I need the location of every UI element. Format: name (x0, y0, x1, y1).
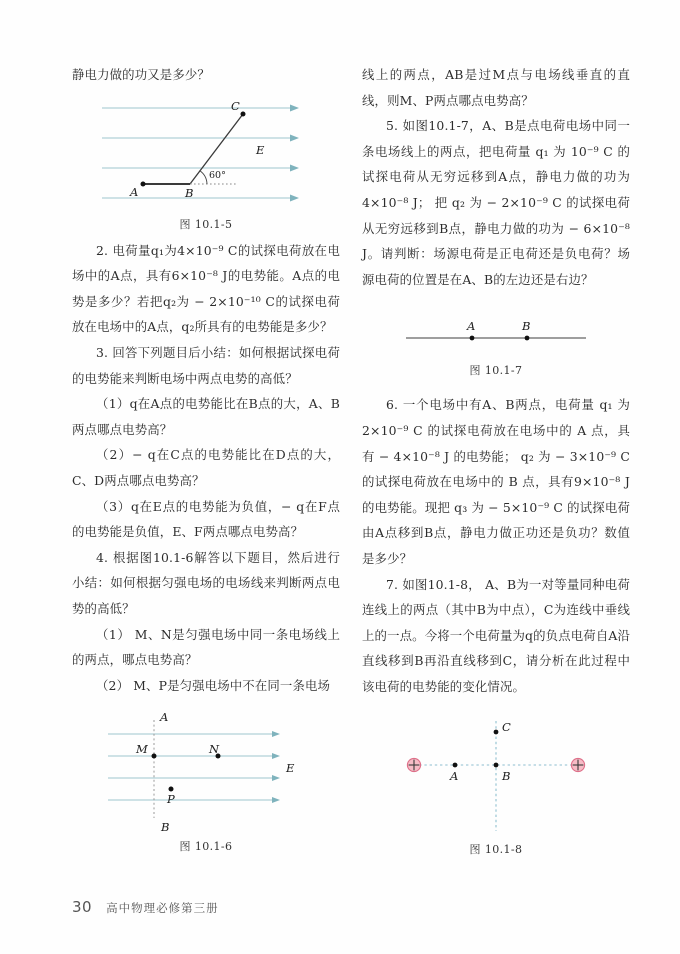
figure-caption-10-1-6: 图 10.1-6 (179, 840, 233, 854)
label-N: N (209, 742, 220, 757)
angle-arc (200, 170, 208, 184)
point-A-dot (453, 763, 458, 768)
figure-10-1-5 (72, 96, 340, 232)
charge-path (143, 114, 243, 184)
label-B: B (185, 185, 194, 200)
exercise-item-6: 6. 一个电场中有A、B两点，电荷量 q₁ 为2×10⁻⁹ C 的试探电荷放在电场中的 A 点，具有 − 4×10⁻⁸ J 的电势能； q₂ 为 − 3×10⁻⁹ C 的试探电荷放在电场中的 B 点，具有9×10⁻⁸ J 的电势能。现把 q₃ 为 − 5×10⁻⁹ C 的试探电荷由A点移到B点，静电力做正功还是负功？数值是多少？ (362, 397, 630, 566)
label-A: A (467, 319, 476, 334)
field-lines (108, 734, 272, 800)
point-B-dot (525, 336, 530, 341)
label-M: M (136, 742, 148, 757)
field-line-arrowheads (272, 731, 280, 803)
label-E: E (256, 142, 265, 157)
figure-caption-10-1-5: 图 10.1-5 (179, 217, 233, 231)
exercise-item-3-sub-2: （2）− q在C点的电势能比在D点的大，C、D两点哪点电势高？ (72, 447, 340, 488)
label-A: A (130, 184, 139, 199)
label-E: E (286, 761, 295, 776)
label-C: C (502, 720, 511, 735)
plus-circle-icon-right (571, 759, 584, 772)
figure-10-1-6 (72, 712, 340, 854)
label-A: A (160, 710, 169, 725)
left-column (72, 62, 340, 860)
field-line-arrowheads (290, 104, 299, 201)
label-C: C (231, 98, 240, 113)
figure-10-1-8 (362, 715, 630, 857)
exercise-item-2: 2. 电荷量q₁为4×10⁻⁹ C的试探电荷放在电场中的A点，具有6×10⁻⁸ J的电势能。A点的电势是多少？若把q₂为 − 2×10⁻¹⁰ C的试探电荷放在电场中的A点，q₂所具有的电势能是多少？ (72, 242, 340, 335)
exercise-item-4-sub-2: （2） M、P是匀强电场中不在同一条电场 (96, 677, 331, 693)
label-A: A (450, 769, 459, 784)
page-number: 30 (72, 898, 93, 916)
figure-caption-10-1-8: 图 10.1-8 (469, 843, 523, 857)
label-B: B (502, 769, 511, 784)
label-B: B (522, 319, 531, 334)
running-head: 高中物理必修第三册 (106, 901, 219, 915)
point-A-dot (141, 181, 146, 186)
label-B: B (161, 820, 170, 835)
point-A-dot (470, 336, 475, 341)
exercise-item-3: 3. 回答下列题目后小结：如何根据试探电荷的电势能来判断电场中两点电势的高低？ (72, 344, 340, 386)
page-footer (72, 898, 219, 916)
paragraph-carryover-right: 线上的两点，AB是过M点与电场线垂直的直线，则M、P两点哪点电势高？ (362, 67, 630, 108)
label-P: P (167, 792, 175, 807)
exercise-item-4: 4. 根据图10.1-6解答以下题目，然后进行小结：如何根据匀强电场的电场线来判断两点电势的高低？ (72, 549, 340, 616)
point-P-dot (169, 787, 174, 792)
point-M-dot (152, 754, 157, 759)
label-angle: 60° (209, 169, 226, 181)
point-B-dot (494, 763, 499, 768)
paragraph-carryover: 静电力做的功又是多少？ (72, 67, 210, 82)
right-column (362, 62, 630, 863)
exercise-item-3-sub-1: （1）q在A点的电势能比在B点的大，A、B两点哪点电势高？ (72, 396, 340, 437)
point-C-dot (494, 730, 499, 735)
exercise-item-7: 7. 如图10.1-8， A、B为一对等量同种电荷连线上的两点（其中B为中点），C为连线中垂线上的一点。今将一个电荷量为q的负点电荷自A沿直线移到B再沿直线移到C，请分析在此过程中该电荷的电势能的变化情况。 (362, 576, 630, 694)
exercise-item-5: 5. 如图10.1-7，A、B是点电荷电场中同一条电场线上的两点，把电荷量 q₁ 为 10⁻⁹ C 的试探电荷从无穷远移到A点，静电力做的功为4×10⁻⁸ J； 把 q₂ 为 − 2×10⁻⁹ C 的试探电荷从无穷远移到B点，静电力做的功为 − 6×10⁻⁸ J。请判断：场源电荷是正电荷还是负电荷？场源电荷的位置是在A、B的左边还是右边？ (362, 118, 630, 287)
point-C-dot (241, 111, 246, 116)
exercise-item-3-sub-3: （3）q在E点的电势能为负值，− q在F点的电势能是负值，E、F两点哪点电势高？ (72, 498, 340, 540)
figure-caption-10-1-7: 图 10.1-7 (469, 364, 523, 378)
figure-10-1-7 (362, 314, 630, 378)
plus-circle-icon-left (407, 759, 420, 772)
exercise-item-4-sub-1: （1） M、N是匀强电场中同一条电场线上的两点，哪点电势高？ (72, 626, 340, 668)
